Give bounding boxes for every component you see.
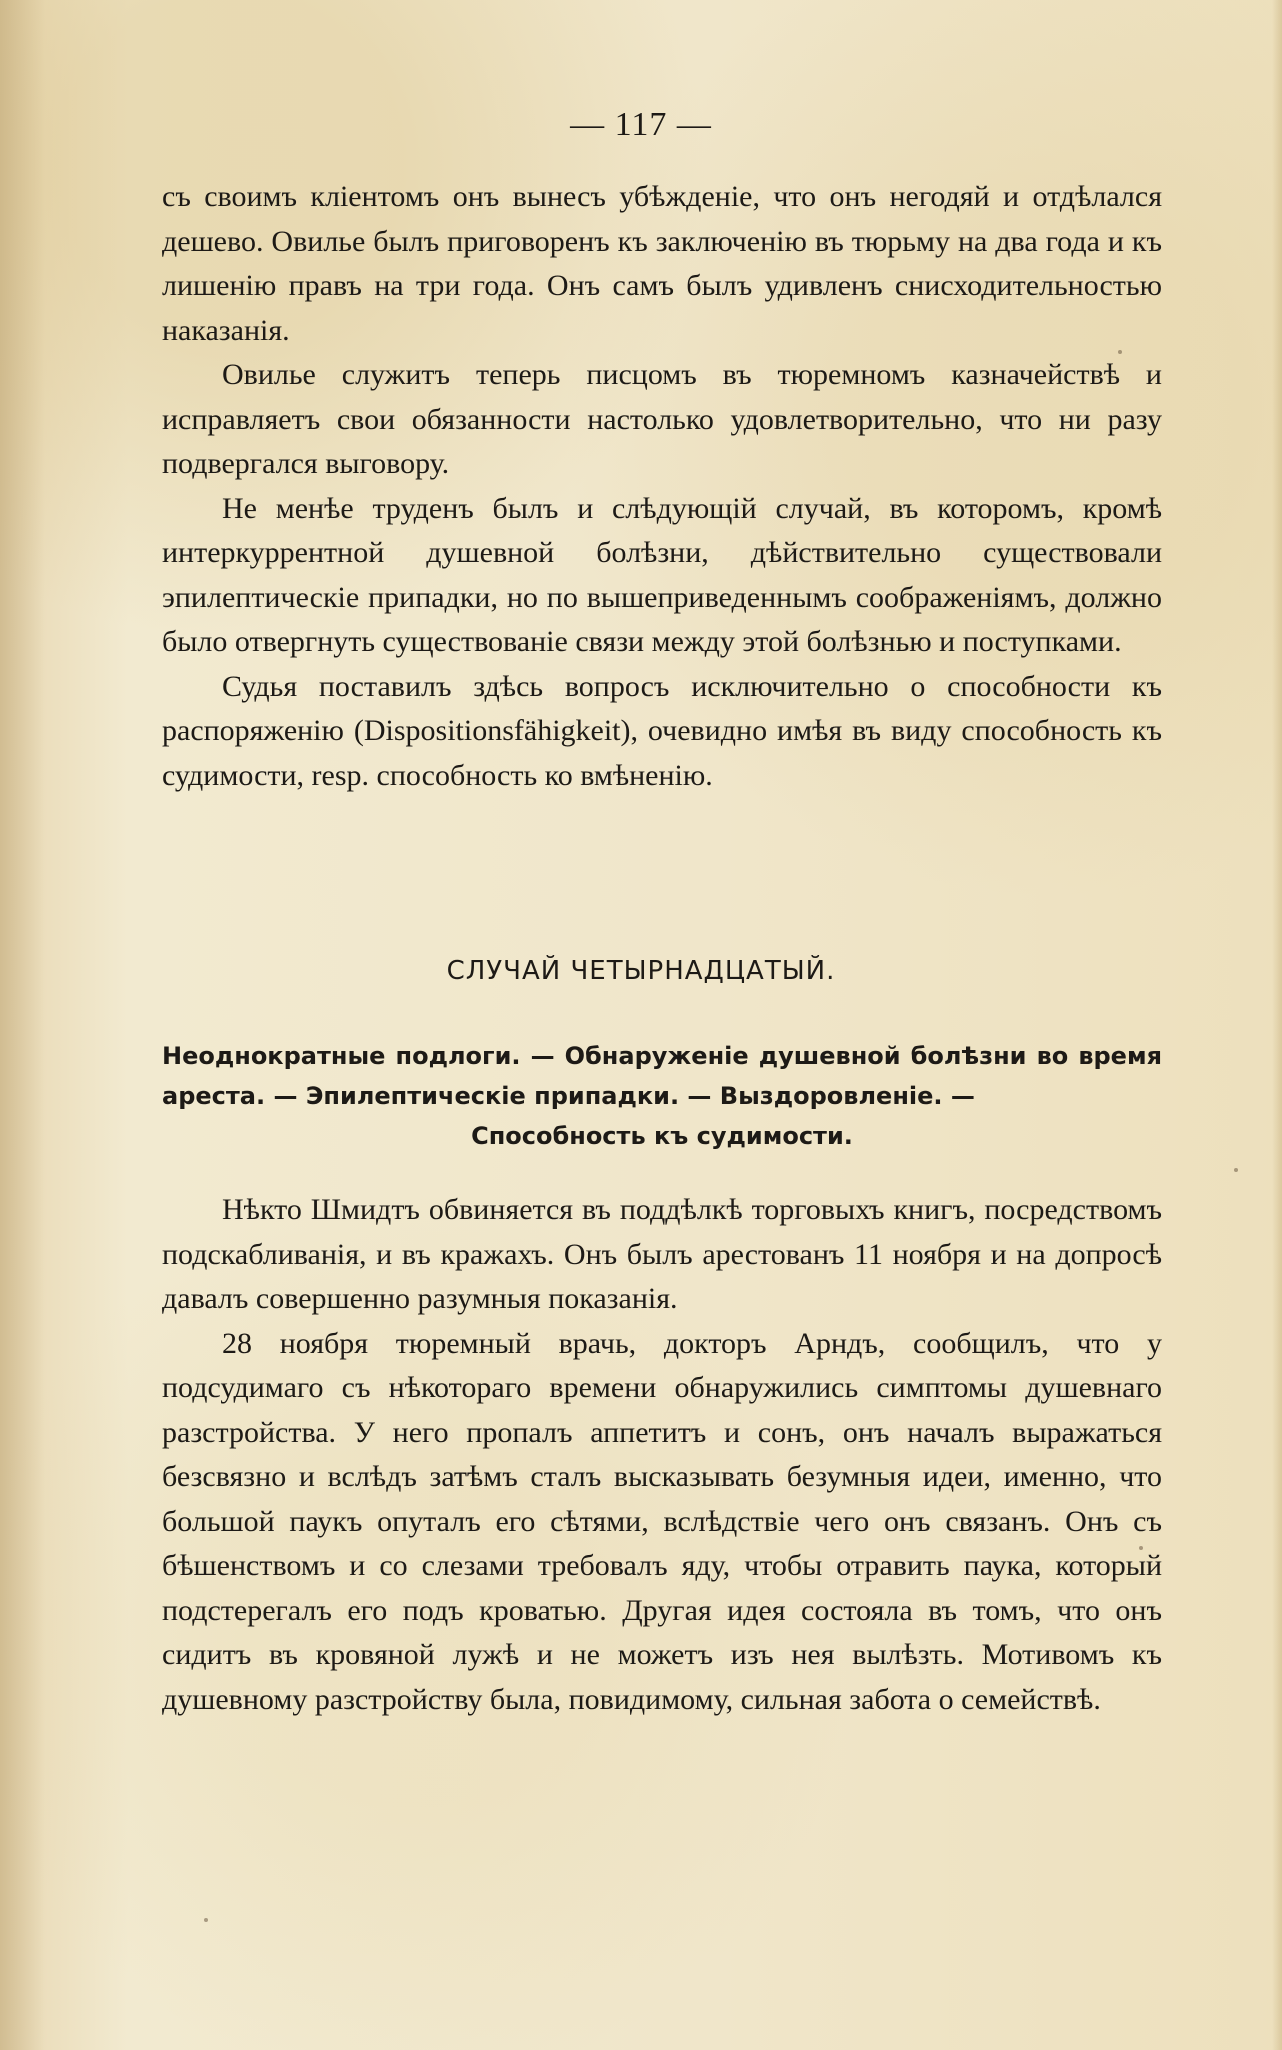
- case-paragraph-2: 28 ноября тюремный врачь, докторъ Арндъ, сообщилъ, что у подсудимаго съ нѣкотораго времени обнаружились симптомы душевнаго разстройства. У него пропалъ аппетитъ и сонъ, онъ началъ выражаться безсвязно и вслѣдъ затѣмъ сталъ высказывать безумныя идеи, именно, что большой паукъ опуталъ его сѣтями, вслѣдствіе чего онъ связанъ. Онъ съ бѣшенствомъ и со слезами требовалъ яду, чтобы отравить паука, который подстерегалъ его подъ кроватью. Другая идея состояла въ томъ, что онъ сидитъ въ кровяной лужѣ и не можетъ изъ нея вылѣзть. Мотивомъ къ душевному разстройству была, повидимому, сильная забота о семействѣ.: [162, 1326, 1162, 1716]
- case-paragraph-1: Нѣкто Шмидтъ обвиняется въ поддѣлкѣ торговыхъ книгъ, посредствомъ подскабливанія, и въ кражахъ. Онъ былъ арестованъ 11 ноября и на допросѣ давалъ совершенно разумныя показанія.: [162, 1193, 1162, 1315]
- page-spine-shadow: [0, 0, 45, 2050]
- page-number: — 117 —: [570, 106, 712, 143]
- main-text-block-1: [162, 175, 1162, 798]
- case-summary: [162, 1036, 1162, 1156]
- main-text-block-2: [162, 1188, 1162, 1722]
- paragraph-3: Не менѣе труденъ былъ и слѣдующій случай, въ которомъ, кромѣ интеркуррентной душевной болѣзни, дѣйствительно существовали эпилептическіе припадки, но по вышеприведеннымъ соображеніямъ, должно было отвергнуть существованіе связи между этой болѣзнью и поступками.: [162, 491, 1162, 658]
- paper-speck: [1118, 350, 1122, 354]
- case-summary-main: Неоднократные подлоги. — Обнаруженіе душевной болѣзни во время ареста. — Эпилептическіе припадки. — Выздоровленіе. —: [162, 1042, 1162, 1110]
- paragraph-4: Судья поставилъ здѣсь вопросъ исключительно о способности къ распоряженію (Dispositionsfähigkeit), очевидно имѣя въ виду способность къ судимости, resp. способность ко вмѣненію.: [162, 669, 1162, 792]
- page-edge-shadow: [1272, 0, 1282, 2050]
- paper-speck: [204, 1918, 208, 1922]
- case-title: СЛУЧАЙ ЧЕТЫРНАДЦАТЫЙ.: [446, 956, 836, 986]
- paper-speck: [1234, 1168, 1238, 1172]
- paragraph-1: съ своимъ кліентомъ онъ вынесъ убѣжденіе, что онъ негодяй и отдѣлался дешево. Овилье былъ приговоренъ къ заключенію въ тюрьму на два года и къ лишенію правъ на три года. Онъ самъ былъ удивленъ снисходительностью наказанія.: [162, 180, 1162, 347]
- paper-speck: [1139, 1546, 1143, 1550]
- paragraph-2: Овилье служитъ теперь писцомъ въ тюремномъ казначействѣ и исправляетъ свои обязанности настолько удовлетворительно, что ни разу подвергался выговору.: [162, 358, 1162, 480]
- case-summary-last-line: Способность къ судимости.: [471, 1122, 853, 1150]
